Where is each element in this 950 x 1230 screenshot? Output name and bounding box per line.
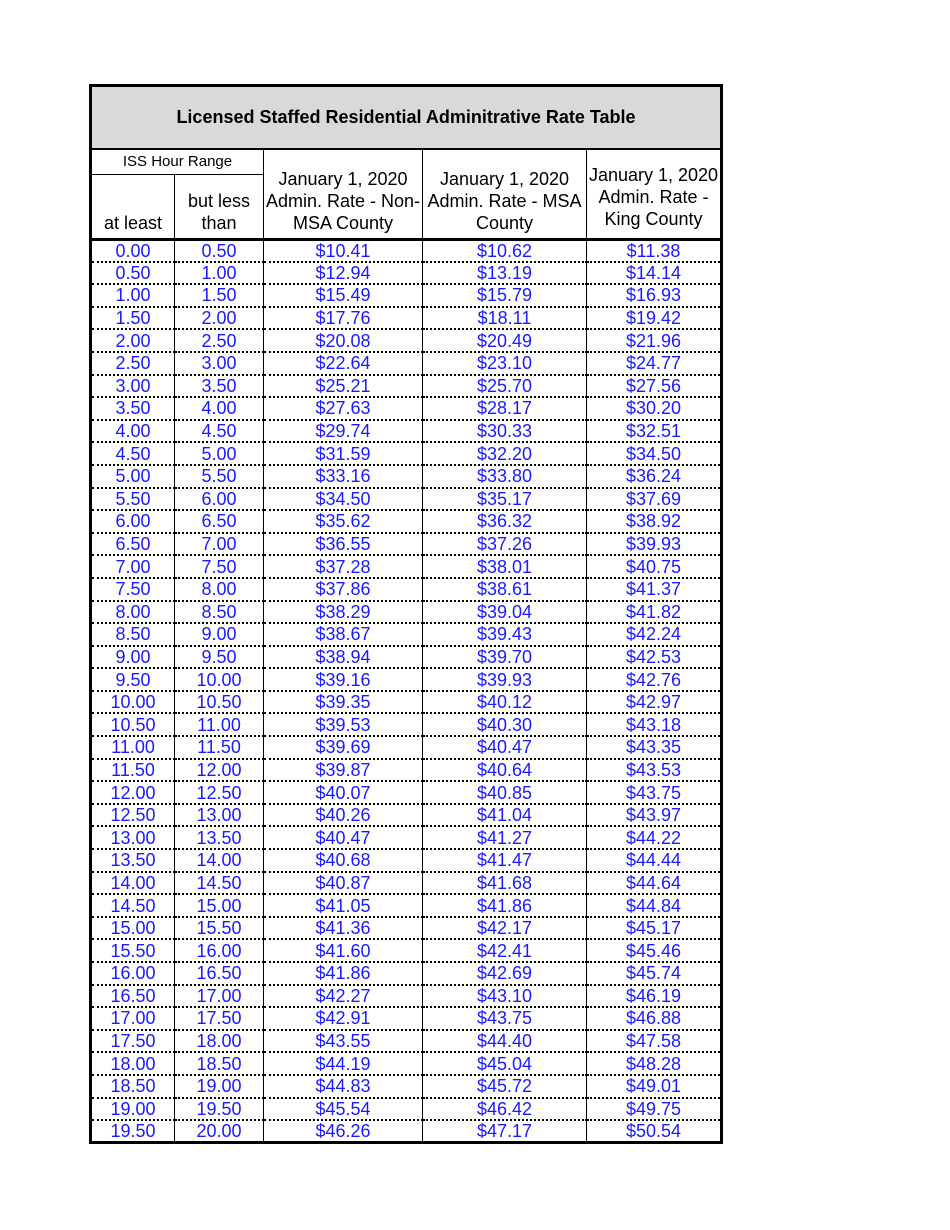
non-msa-rate-cell: $41.36 bbox=[264, 917, 423, 940]
king-county-rate-cell: $37.69 bbox=[587, 488, 722, 511]
king-county-rate-cell: $43.18 bbox=[587, 713, 722, 736]
table-row bbox=[91, 781, 722, 804]
table-row bbox=[91, 1098, 722, 1121]
non-msa-rate-cell: $39.35 bbox=[264, 691, 423, 714]
but-less-than-cell: 15.00 bbox=[175, 894, 264, 917]
msa-rate-cell: $41.04 bbox=[423, 804, 587, 827]
king-county-rate-cell: $44.84 bbox=[587, 894, 722, 917]
msa-rate-cell: $33.80 bbox=[423, 465, 587, 488]
non-msa-rate-cell: $34.50 bbox=[264, 488, 423, 511]
but-less-than-cell: 4.00 bbox=[175, 397, 264, 420]
msa-rate-cell: $36.32 bbox=[423, 510, 587, 533]
msa-rate-cell: $23.10 bbox=[423, 352, 587, 375]
at-least-cell: 9.00 bbox=[91, 646, 175, 669]
msa-rate-cell: $40.47 bbox=[423, 736, 587, 759]
table-row bbox=[91, 962, 722, 985]
but-less-than-cell: 0.50 bbox=[175, 239, 264, 262]
king-county-rate-cell: $39.93 bbox=[587, 533, 722, 556]
table-row bbox=[91, 1052, 722, 1075]
table-row bbox=[91, 804, 722, 827]
msa-rate-cell: $45.04 bbox=[423, 1052, 587, 1075]
table-row bbox=[91, 1075, 722, 1098]
non-msa-rate-cell: $41.60 bbox=[264, 939, 423, 962]
msa-rate-cell: $41.47 bbox=[423, 849, 587, 872]
msa-rate-cell: $45.72 bbox=[423, 1075, 587, 1098]
msa-rate-cell: $46.42 bbox=[423, 1098, 587, 1121]
table-row bbox=[91, 239, 722, 262]
msa-rate-cell: $40.30 bbox=[423, 713, 587, 736]
title-row bbox=[91, 86, 722, 149]
but-less-than-cell: 14.50 bbox=[175, 872, 264, 895]
king-county-rate-cell: $40.75 bbox=[587, 555, 722, 578]
non-msa-rate-cell: $31.59 bbox=[264, 442, 423, 465]
but-less-than-cell: 6.00 bbox=[175, 488, 264, 511]
at-least-cell: 6.50 bbox=[91, 533, 175, 556]
table-row bbox=[91, 262, 722, 285]
msa-rate-cell: $15.79 bbox=[423, 284, 587, 307]
king-county-rate-cell: $49.01 bbox=[587, 1075, 722, 1098]
non-msa-rate-cell: $36.55 bbox=[264, 533, 423, 556]
table-row bbox=[91, 352, 722, 375]
but-less-than-cell: 1.00 bbox=[175, 262, 264, 285]
but-less-than-cell: 16.50 bbox=[175, 962, 264, 985]
but-less-than-cell: 11.00 bbox=[175, 713, 264, 736]
table-row bbox=[91, 872, 722, 895]
table-row bbox=[91, 375, 722, 398]
msa-rate-cell: $28.17 bbox=[423, 397, 587, 420]
king-county-rate-cell: $27.56 bbox=[587, 375, 722, 398]
msa-rate-cell: $40.85 bbox=[423, 781, 587, 804]
king-county-rate-cell: $42.53 bbox=[587, 646, 722, 669]
king-county-rate-cell: $45.74 bbox=[587, 962, 722, 985]
at-least-cell: 12.00 bbox=[91, 781, 175, 804]
non-msa-rate-cell: $40.68 bbox=[264, 849, 423, 872]
but-less-than-cell: 13.00 bbox=[175, 804, 264, 827]
at-least-cell: 8.50 bbox=[91, 623, 175, 646]
king-county-rate-cell: $38.92 bbox=[587, 510, 722, 533]
at-least-cell: 16.00 bbox=[91, 962, 175, 985]
msa-rate-cell: $40.12 bbox=[423, 691, 587, 714]
non-msa-rate-cell: $10.41 bbox=[264, 239, 423, 262]
but-less-than-cell: 12.00 bbox=[175, 759, 264, 782]
non-msa-rate-cell: $39.87 bbox=[264, 759, 423, 782]
non-msa-rate-cell: $25.21 bbox=[264, 375, 423, 398]
non-msa-rate-cell: $20.08 bbox=[264, 329, 423, 352]
at-least-cell: 19.50 bbox=[91, 1120, 175, 1143]
but-less-than-cell: 3.00 bbox=[175, 352, 264, 375]
king-county-rate-cell: $46.88 bbox=[587, 1007, 722, 1030]
non-msa-rate-cell: $39.16 bbox=[264, 668, 423, 691]
but-less-than-cell: 8.00 bbox=[175, 578, 264, 601]
msa-rate-cell: $20.49 bbox=[423, 329, 587, 352]
non-msa-rate-cell: $41.86 bbox=[264, 962, 423, 985]
table-row bbox=[91, 939, 722, 962]
at-least-cell: 14.00 bbox=[91, 872, 175, 895]
at-least-cell: 17.00 bbox=[91, 1007, 175, 1030]
but-less-than-cell: 17.50 bbox=[175, 1007, 264, 1030]
msa-rate-cell: $18.11 bbox=[423, 307, 587, 330]
at-least-cell: 16.50 bbox=[91, 985, 175, 1008]
non-msa-rate-cell: $41.05 bbox=[264, 894, 423, 917]
but-less-than-cell: 7.00 bbox=[175, 533, 264, 556]
non-msa-rate-cell: $45.54 bbox=[264, 1098, 423, 1121]
non-msa-rate-cell: $40.47 bbox=[264, 826, 423, 849]
table-row bbox=[91, 420, 722, 443]
table-row bbox=[91, 691, 722, 714]
at-least-cell: 7.00 bbox=[91, 555, 175, 578]
king-county-rate-cell: $44.44 bbox=[587, 849, 722, 872]
but-less-than-cell: 5.50 bbox=[175, 465, 264, 488]
king-county-rate-cell: $14.14 bbox=[587, 262, 722, 285]
king-county-rate-cell: $45.46 bbox=[587, 939, 722, 962]
msa-rate-cell: $25.70 bbox=[423, 375, 587, 398]
table-row bbox=[91, 646, 722, 669]
msa-rate-cell: $13.19 bbox=[423, 262, 587, 285]
non-msa-rate-cell: $40.87 bbox=[264, 872, 423, 895]
king-county-rate-cell: $34.50 bbox=[587, 442, 722, 465]
non-msa-rate-cell: $42.27 bbox=[264, 985, 423, 1008]
table-row bbox=[91, 284, 722, 307]
but-less-than-cell: 11.50 bbox=[175, 736, 264, 759]
table-row bbox=[91, 894, 722, 917]
king-county-rate-header-text: January 1, 2020 Admin. Rate - King County bbox=[588, 164, 719, 229]
at-least-cell: 13.00 bbox=[91, 826, 175, 849]
at-least-cell: 8.00 bbox=[91, 601, 175, 624]
non-msa-rate-cell: $46.26 bbox=[264, 1120, 423, 1143]
iss-hour-range-header: ISS Hour Range bbox=[91, 149, 264, 175]
msa-rate-cell: $43.10 bbox=[423, 985, 587, 1008]
but-less-than-cell: 2.00 bbox=[175, 307, 264, 330]
but-less-than-cell: 13.50 bbox=[175, 826, 264, 849]
king-county-rate-cell: $24.77 bbox=[587, 352, 722, 375]
msa-rate-cell: $47.17 bbox=[423, 1120, 587, 1143]
at-least-cell: 18.00 bbox=[91, 1052, 175, 1075]
table-row bbox=[91, 510, 722, 533]
table-row bbox=[91, 397, 722, 420]
msa-rate-cell: $10.62 bbox=[423, 239, 587, 262]
at-least-cell: 18.50 bbox=[91, 1075, 175, 1098]
msa-rate-cell: $37.26 bbox=[423, 533, 587, 556]
king-county-rate-cell: $11.38 bbox=[587, 239, 722, 262]
at-least-cell: 4.00 bbox=[91, 420, 175, 443]
table-row bbox=[91, 759, 722, 782]
at-least-cell: 0.00 bbox=[91, 239, 175, 262]
msa-rate-cell: $39.43 bbox=[423, 623, 587, 646]
king-county-rate-cell: $50.54 bbox=[587, 1120, 722, 1143]
king-county-rate-cell: $44.22 bbox=[587, 826, 722, 849]
but-less-than-cell: 10.50 bbox=[175, 691, 264, 714]
non-msa-rate-cell: $43.55 bbox=[264, 1030, 423, 1053]
at-least-cell: 2.00 bbox=[91, 329, 175, 352]
king-county-rate-cell: $43.53 bbox=[587, 759, 722, 782]
non-msa-rate-cell: $38.67 bbox=[264, 623, 423, 646]
table-row bbox=[91, 601, 722, 624]
non-msa-rate-cell: $44.83 bbox=[264, 1075, 423, 1098]
table-row bbox=[91, 826, 722, 849]
but-less-than-cell: 19.00 bbox=[175, 1075, 264, 1098]
at-least-cell: 1.50 bbox=[91, 307, 175, 330]
at-least-cell: 11.00 bbox=[91, 736, 175, 759]
king-county-rate-cell: $16.93 bbox=[587, 284, 722, 307]
non-msa-rate-cell: $27.63 bbox=[264, 397, 423, 420]
table-row bbox=[91, 1007, 722, 1030]
table-row bbox=[91, 1030, 722, 1053]
msa-rate-cell: $39.93 bbox=[423, 668, 587, 691]
table-row bbox=[91, 533, 722, 556]
non-msa-rate-cell: $38.94 bbox=[264, 646, 423, 669]
at-least-cell: 17.50 bbox=[91, 1030, 175, 1053]
at-least-cell: 14.50 bbox=[91, 894, 175, 917]
at-least-cell: 10.50 bbox=[91, 713, 175, 736]
msa-rate-cell: $32.20 bbox=[423, 442, 587, 465]
msa-rate-cell: $39.70 bbox=[423, 646, 587, 669]
msa-rate-cell: $41.68 bbox=[423, 872, 587, 895]
table-row bbox=[91, 736, 722, 759]
but-less-than-cell: 16.00 bbox=[175, 939, 264, 962]
non-msa-rate-cell: $22.64 bbox=[264, 352, 423, 375]
king-county-rate-cell: $43.97 bbox=[587, 804, 722, 827]
non-msa-rate-cell: $12.94 bbox=[264, 262, 423, 285]
non-msa-rate-cell: $37.28 bbox=[264, 555, 423, 578]
but-less-than-cell: 8.50 bbox=[175, 601, 264, 624]
non-msa-rate-cell: $40.07 bbox=[264, 781, 423, 804]
at-least-cell: 4.50 bbox=[91, 442, 175, 465]
king-county-rate-cell: $43.35 bbox=[587, 736, 722, 759]
table-row bbox=[91, 555, 722, 578]
at-least-cell: 15.00 bbox=[91, 917, 175, 940]
at-least-cell: 11.50 bbox=[91, 759, 175, 782]
at-least-cell: 19.00 bbox=[91, 1098, 175, 1121]
at-least-cell: 12.50 bbox=[91, 804, 175, 827]
but-less-than-cell: 12.50 bbox=[175, 781, 264, 804]
at-least-cell: 10.00 bbox=[91, 691, 175, 714]
but-less-than-cell: 5.00 bbox=[175, 442, 264, 465]
at-least-cell: 15.50 bbox=[91, 939, 175, 962]
table-row bbox=[91, 668, 722, 691]
at-least-cell: 7.50 bbox=[91, 578, 175, 601]
msa-rate-cell: $43.75 bbox=[423, 1007, 587, 1030]
king-county-rate-cell: $45.17 bbox=[587, 917, 722, 940]
non-msa-rate-cell: $35.62 bbox=[264, 510, 423, 533]
but-less-than-cell: 14.00 bbox=[175, 849, 264, 872]
msa-rate-cell: $44.40 bbox=[423, 1030, 587, 1053]
king-county-rate-cell: $48.28 bbox=[587, 1052, 722, 1075]
but-less-than-cell: 15.50 bbox=[175, 917, 264, 940]
at-least-cell: 6.00 bbox=[91, 510, 175, 533]
rate-table bbox=[89, 84, 723, 1144]
msa-rate-cell: $42.17 bbox=[423, 917, 587, 940]
at-least-cell: 3.50 bbox=[91, 397, 175, 420]
msa-rate-header: January 1, 2020 Admin. Rate - MSA County bbox=[423, 149, 587, 240]
table-row bbox=[91, 985, 722, 1008]
table-row bbox=[91, 849, 722, 872]
table-title: Licensed Staffed Residential Adminitrative Rate Table bbox=[91, 86, 722, 149]
but-less-than-cell: 20.00 bbox=[175, 1120, 264, 1143]
but-less-than-cell: 19.50 bbox=[175, 1098, 264, 1121]
msa-rate-cell: $42.41 bbox=[423, 939, 587, 962]
table-row bbox=[91, 329, 722, 352]
non-msa-rate-cell: $42.91 bbox=[264, 1007, 423, 1030]
table-row bbox=[91, 623, 722, 646]
non-msa-rate-cell: $44.19 bbox=[264, 1052, 423, 1075]
at-least-cell: 5.50 bbox=[91, 488, 175, 511]
non-msa-rate-cell: $37.86 bbox=[264, 578, 423, 601]
at-least-header: at least bbox=[91, 174, 175, 239]
msa-rate-cell: $41.27 bbox=[423, 826, 587, 849]
king-county-rate-cell: $21.96 bbox=[587, 329, 722, 352]
at-least-cell: 9.50 bbox=[91, 668, 175, 691]
msa-rate-cell: $39.04 bbox=[423, 601, 587, 624]
msa-rate-cell: $42.69 bbox=[423, 962, 587, 985]
msa-rate-cell: $41.86 bbox=[423, 894, 587, 917]
at-least-cell: 1.00 bbox=[91, 284, 175, 307]
king-county-rate-cell: $42.97 bbox=[587, 691, 722, 714]
but-less-than-cell: 10.00 bbox=[175, 668, 264, 691]
but-less-than-cell: 3.50 bbox=[175, 375, 264, 398]
msa-rate-cell: $35.17 bbox=[423, 488, 587, 511]
but-less-than-cell: 1.50 bbox=[175, 284, 264, 307]
king-county-rate-header bbox=[587, 149, 722, 240]
msa-rate-cell: $30.33 bbox=[423, 420, 587, 443]
msa-rate-cell: $38.01 bbox=[423, 555, 587, 578]
at-least-cell: 3.00 bbox=[91, 375, 175, 398]
king-county-rate-cell: $46.19 bbox=[587, 985, 722, 1008]
king-county-rate-cell: $43.75 bbox=[587, 781, 722, 804]
table-row bbox=[91, 465, 722, 488]
but-less-than-header: but less than bbox=[175, 174, 264, 239]
non-msa-rate-cell: $39.69 bbox=[264, 736, 423, 759]
table-row bbox=[91, 713, 722, 736]
king-county-rate-cell: $42.24 bbox=[587, 623, 722, 646]
king-county-rate-cell: $42.76 bbox=[587, 668, 722, 691]
king-county-rate-cell: $41.37 bbox=[587, 578, 722, 601]
but-less-than-cell: 18.00 bbox=[175, 1030, 264, 1053]
non-msa-rate-cell: $39.53 bbox=[264, 713, 423, 736]
table-row bbox=[91, 917, 722, 940]
but-less-than-cell: 6.50 bbox=[175, 510, 264, 533]
table-row bbox=[91, 578, 722, 601]
but-less-than-cell: 4.50 bbox=[175, 420, 264, 443]
non-msa-rate-cell: $15.49 bbox=[264, 284, 423, 307]
king-county-rate-cell: $44.64 bbox=[587, 872, 722, 895]
but-less-than-cell: 9.00 bbox=[175, 623, 264, 646]
non-msa-rate-cell: $29.74 bbox=[264, 420, 423, 443]
msa-rate-cell: $38.61 bbox=[423, 578, 587, 601]
non-msa-rate-header: January 1, 2020 Admin. Rate - Non-MSA County bbox=[264, 149, 423, 240]
non-msa-rate-cell: $40.26 bbox=[264, 804, 423, 827]
non-msa-rate-cell: $33.16 bbox=[264, 465, 423, 488]
header-row-1 bbox=[91, 149, 722, 175]
but-less-than-cell: 2.50 bbox=[175, 329, 264, 352]
at-least-cell: 13.50 bbox=[91, 849, 175, 872]
table-row bbox=[91, 488, 722, 511]
but-less-than-cell: 17.00 bbox=[175, 985, 264, 1008]
king-county-rate-cell: $49.75 bbox=[587, 1098, 722, 1121]
king-county-rate-cell: $19.42 bbox=[587, 307, 722, 330]
at-least-cell: 0.50 bbox=[91, 262, 175, 285]
non-msa-rate-cell: $38.29 bbox=[264, 601, 423, 624]
but-less-than-cell: 18.50 bbox=[175, 1052, 264, 1075]
table-row bbox=[91, 307, 722, 330]
table-row bbox=[91, 1120, 722, 1143]
but-less-than-cell: 9.50 bbox=[175, 646, 264, 669]
king-county-rate-cell: $36.24 bbox=[587, 465, 722, 488]
king-county-rate-cell: $30.20 bbox=[587, 397, 722, 420]
at-least-cell: 5.00 bbox=[91, 465, 175, 488]
at-least-cell: 2.50 bbox=[91, 352, 175, 375]
non-msa-rate-cell: $17.76 bbox=[264, 307, 423, 330]
king-county-rate-cell: $32.51 bbox=[587, 420, 722, 443]
king-county-rate-cell: $47.58 bbox=[587, 1030, 722, 1053]
king-county-rate-cell: $41.82 bbox=[587, 601, 722, 624]
msa-rate-cell: $40.64 bbox=[423, 759, 587, 782]
table-row bbox=[91, 442, 722, 465]
but-less-than-cell: 7.50 bbox=[175, 555, 264, 578]
